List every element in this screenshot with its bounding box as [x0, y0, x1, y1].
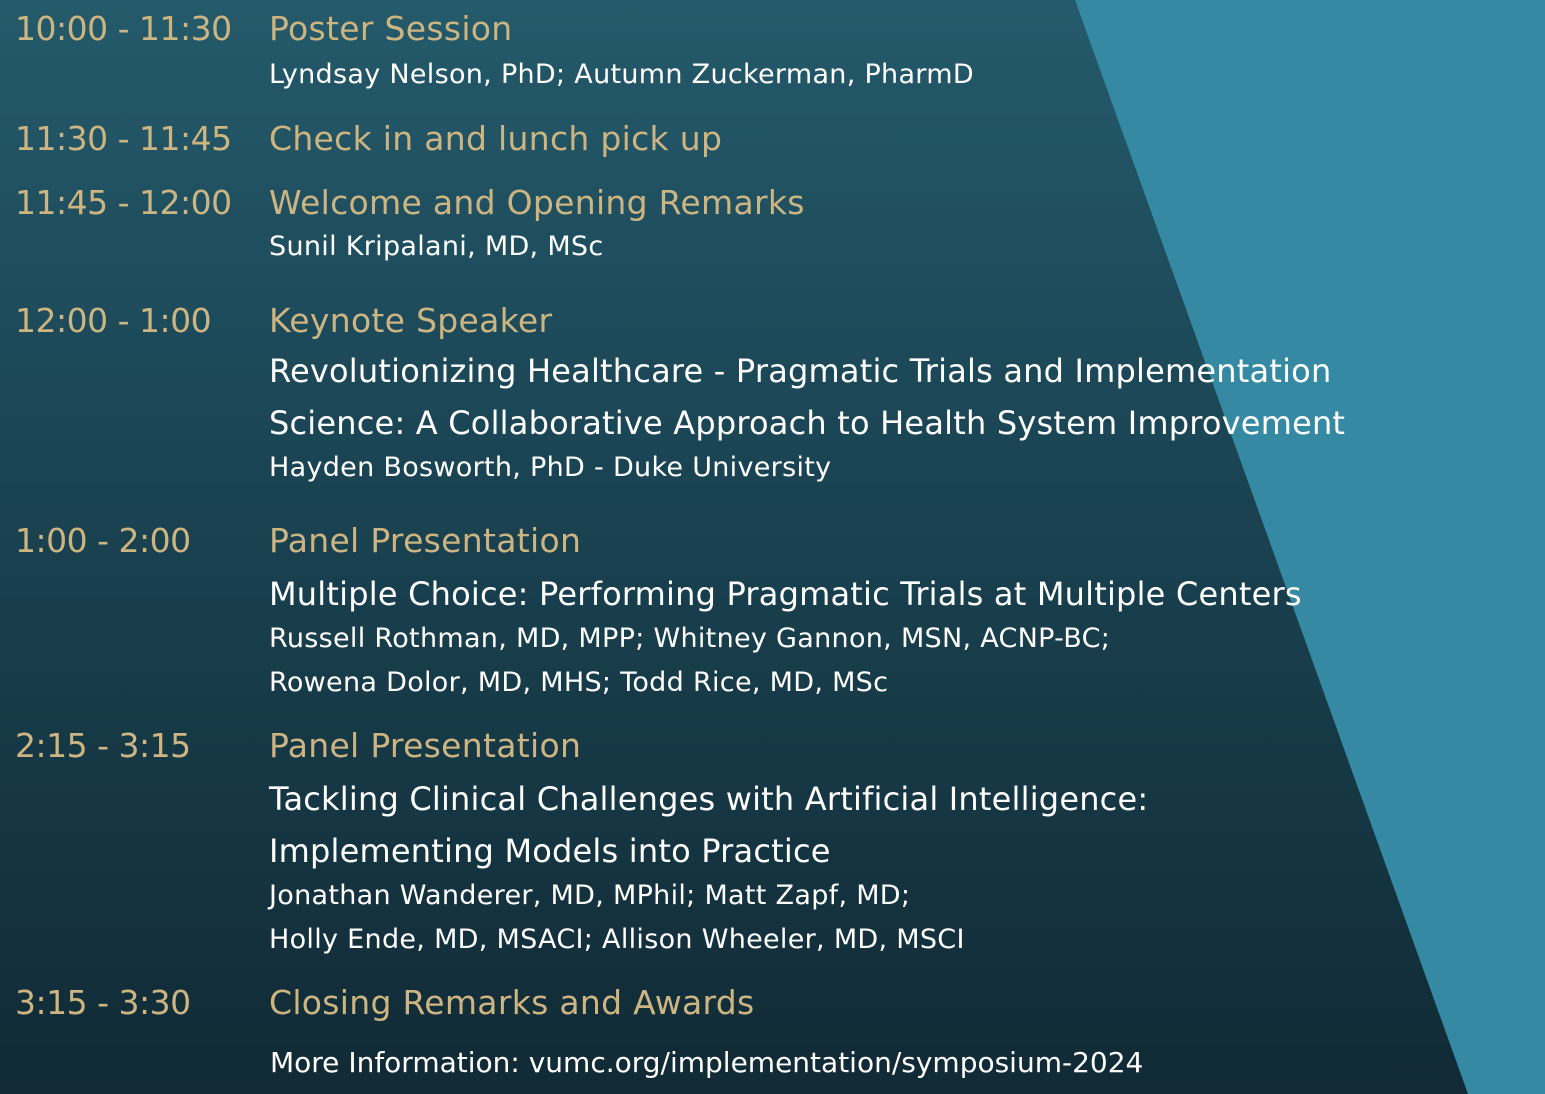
- session-time: 1:00 - 2:00: [15, 521, 191, 560]
- session-talk-title: [269, 773, 1148, 877]
- session-speakers: [269, 874, 965, 962]
- speaker-line: Lyndsay Nelson, PhD; Autumn Zuckerman, PharmD: [269, 59, 974, 90]
- session-time: 3:15 - 3:30: [15, 983, 191, 1022]
- session-title: Check in and lunch pick up: [269, 119, 723, 158]
- speaker-line: Holly Ende, MD, MSACI; Allison Wheeler, MD, MSCI: [269, 924, 965, 955]
- speaker-line: Hayden Bosworth, PhD - Duke University: [269, 452, 832, 483]
- speaker-line: Jonathan Wanderer, MD, MPhil; Matt Zapf, MD;: [269, 880, 911, 911]
- more-info-link[interactable]: More Information: vumc.org/implementation/symposium-2024: [270, 1046, 1144, 1079]
- talk-line: Tackling Clinical Challenges with Artificial Intelligence:: [269, 780, 1149, 818]
- session-time: 12:00 - 1:00: [15, 301, 212, 340]
- session-title: Panel Presentation: [269, 726, 582, 765]
- session-title: Keynote Speaker: [269, 301, 553, 340]
- talk-line: Implementing Models into Practice: [269, 832, 831, 870]
- talk-line: Science: A Collaborative Approach to Health System Improvement: [269, 404, 1346, 442]
- session-title: Closing Remarks and Awards: [269, 983, 755, 1022]
- session-speakers: [269, 53, 974, 97]
- speaker-line: Russell Rothman, MD, MPP; Whitney Gannon, MSN, ACNP-BC;: [269, 623, 1111, 654]
- session-title: Welcome and Opening Remarks: [269, 183, 805, 222]
- session-title: Panel Presentation: [269, 521, 582, 560]
- session-time: 11:30 - 11:45: [15, 119, 232, 158]
- session-speakers: [269, 225, 604, 269]
- talk-line: Revolutionizing Healthcare - Pragmatic Trials and Implementation: [269, 352, 1332, 390]
- session-title: Poster Session: [269, 9, 513, 48]
- session-time: 10:00 - 11:30: [15, 9, 232, 48]
- session-time: 11:45 - 12:00: [15, 183, 232, 222]
- session-speakers: [269, 446, 831, 490]
- talk-line: Multiple Choice: Performing Pragmatic Trials at Multiple Centers: [269, 575, 1302, 613]
- session-speakers: [269, 617, 1110, 705]
- session-talk-title: [269, 568, 1302, 620]
- speaker-line: Sunil Kripalani, MD, MSc: [269, 231, 604, 262]
- session-time: 2:15 - 3:15: [15, 726, 191, 765]
- speaker-line: Rowena Dolor, MD, MHS; Todd Rice, MD, MSc: [269, 667, 889, 698]
- session-talk-title: [269, 345, 1345, 449]
